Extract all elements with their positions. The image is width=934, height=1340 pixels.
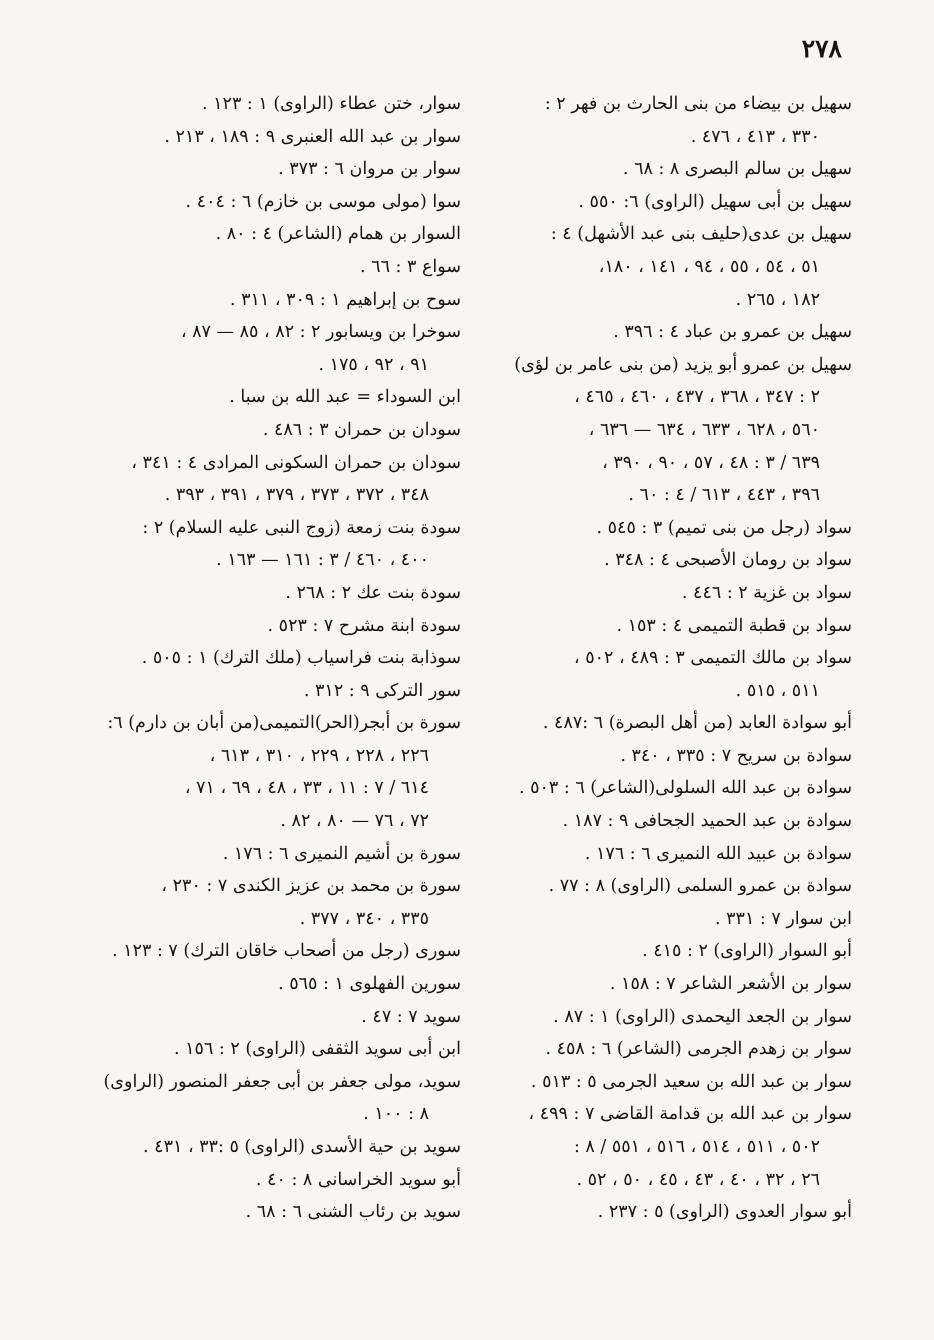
index-entry: ابن أبى سويد الثقفى (الراوى) ٢ : ١٥٦ . bbox=[173, 1039, 461, 1060]
index-entry-continuation: ٧٢ ، ٧٦ — ٨٠ ، ٨٢ . bbox=[280, 811, 429, 832]
index-entry-continuation: ٢٦ ، ٣٢ ، ٤٠ ، ٤٣ ، ٤٥ ، ٥٠ ، ٥٢ . bbox=[576, 1169, 820, 1190]
page-number: ٢٧٨ bbox=[801, 34, 842, 63]
index-entry: سوح بن إبراهيم ١ : ٣٠٩ ، ٣١١ . bbox=[229, 289, 461, 310]
index-entry: سوار، ختن عطاء (الراوى) ١ : ١٢٣ . bbox=[202, 94, 461, 114]
index-entry: سهيل بن عمرو بن عباد ٤ : ٣٩٦ . bbox=[613, 322, 852, 343]
index-entry-continuation: ٣٤٨ ، ٣٧٢ ، ٣٧٣ ، ٣٧٩ ، ٣٩١ ، ٣٩٣ . bbox=[164, 485, 429, 506]
index-entry: سواد بن مالك التميمى ٣ : ٤٨٩ ، ٥٠٢ ، bbox=[573, 648, 852, 669]
index-entry: سوار بن مروان ٦ : ٣٧٣ . bbox=[278, 159, 461, 180]
index-entry: سواد بن غزية ٢ : ٤٤٦ . bbox=[681, 582, 852, 603]
index-entry: سويد بن رئاب الشنى ٦ : ٦٨ . bbox=[245, 1202, 461, 1223]
index-entry-continuation: ٨ : ١٠٠ . bbox=[363, 1104, 429, 1125]
index-entry: سوادة بن عبد الله السلولى(الشاعر) ٦ : ٥٠٣ . bbox=[518, 778, 852, 799]
index-column-left bbox=[76, 88, 461, 1229]
index-entry-continuation: ٩١ ، ٩٢ ، ١٧٥ . bbox=[318, 354, 429, 375]
index-entry: سويد، مولى جعفر بن أبى جعفر المنصور (الراوى) bbox=[103, 1071, 461, 1092]
index-entry-continuation: ٥١ ، ٥٤ ، ٥٥ ، ٩٤ ، ١٤١ ، ١٨٠، bbox=[598, 256, 820, 277]
index-entry: سهيل بن عمرو أبو يزيد (من بنى عامر بن لؤى) bbox=[514, 354, 852, 375]
index-entry: سواد (رجل من بنى تميم) ٣ : ٥٤٥ . bbox=[596, 517, 852, 538]
index-entry-continuation: ٦١٤ / ٧ : ١١ ، ٣٣ ، ٤٨ ، ٦٩ ، ٧١ ، bbox=[184, 778, 429, 799]
index-entry: سوار بن زهدم الجرمى (الشاعر) ٦ : ٤٥٨ . bbox=[545, 1039, 852, 1060]
index-entry: سودة بنت عك ٢ : ٢٦٨ . bbox=[285, 582, 461, 603]
index-entry-continuation: ٤٠٠ ، ٤٦٠ / ٣ : ١٦١ — ١٦٣ . bbox=[216, 550, 429, 571]
index-entry: سواد بن رومان الأصبحى ٤ : ٣٤٨ . bbox=[604, 550, 852, 571]
index-entry: ابن السوداء = عبد الله بن سبا . bbox=[229, 387, 461, 408]
index-entry: سويد بن حية الأسدى (الراوى) ٥ :٣٣ ، ٤٣١ . bbox=[143, 1137, 461, 1157]
index-entry: سوادة بن سريح ٧ : ٣٣٥ ، ٣٤٠ . bbox=[620, 745, 852, 766]
index-entry: سورة بن أشيم النميرى ٦ : ١٧٦ . bbox=[222, 843, 461, 864]
index-entry-continuation: ١٨٢ ، ٢٦٥ . bbox=[735, 289, 820, 310]
index-entry: سهيل بن أبى سهيل (الراوى) ٦: ٥٥٠ . bbox=[578, 191, 852, 212]
index-entry: سوار بن عبد الله بن سعيد الجرمى ٥ : ٥١٣ . bbox=[530, 1071, 852, 1092]
index-entry: السوار بن همام (الشاعر) ٤ : ٨٠ . bbox=[215, 224, 461, 245]
index-entry: سودة ابنة مشرح ٧ : ٥٢٣ . bbox=[267, 615, 461, 636]
index-entry: سوا (مولى موسى بن خازم) ٦ : ٤٠٤ . bbox=[185, 191, 461, 212]
index-entry-continuation: ٥٠٢ ، ٥١١ ، ٥١٤ ، ٥١٦ ، ٥٥١ / ٨ : bbox=[573, 1137, 820, 1157]
index-entry: سوادة بن عبد الحميد الجحافى ٩ : ١٨٧ . bbox=[562, 811, 852, 832]
index-entry-continuation: ٥١١ ، ٥١٥ . bbox=[735, 680, 820, 701]
index-entry: سورة بن أبجر(الحر)التميمى(من أبان بن دارم) ٦: bbox=[107, 713, 461, 734]
index-entry: سويد ٧ : ٤٧ . bbox=[361, 1006, 461, 1027]
index-entry: سهيل بن سالم البصرى ٨ : ٦٨ . bbox=[622, 159, 852, 180]
index-entry: أبو سوادة العابد (من أهل البصرة) ٦ :٤٨٧ . bbox=[542, 713, 852, 734]
index-entry: سوار بن الأشعر الشاعر ٧ : ١٥٨ . bbox=[609, 974, 852, 995]
index-entry: سوار بن عبد الله بن قدامة القاضى ٧ : ٤٩٩ ، bbox=[528, 1104, 852, 1125]
index-entry-continuation: ٢٢٦ ، ٢٢٨ ، ٢٢٩ ، ٣١٠ ، ٦١٣ ، bbox=[209, 745, 429, 766]
index-entry: سواع ٣ : ٦٦ . bbox=[360, 256, 461, 277]
index-entry: سورين الفهلوى ١ : ٥٦٥ . bbox=[278, 974, 461, 995]
index-entry: أبو سويد الخراسانى ٨ : ٤٠ . bbox=[255, 1169, 461, 1190]
index-entry: أبو السوار (الراوى) ٢ : ٤١٥ . bbox=[642, 941, 852, 962]
index-entry-continuation: ٢ : ٣٤٧ ، ٣٦٨ ، ٤٣٧ ، ٤٦٠ ، ٤٦٥ ، bbox=[574, 387, 820, 408]
index-entry: سودة بنت زمعة (زوج النبى عليه السلام) ٢ : bbox=[142, 517, 461, 538]
index-column-right bbox=[467, 88, 852, 1229]
index-entry-continuation: ٣٣٥ ، ٣٤٠ ، ٣٧٧ . bbox=[299, 908, 429, 929]
index-entry-continuation: ٣٣٠ ، ٤١٣ ، ٤٧٦ . bbox=[690, 126, 820, 147]
index-entry: سهيل بن عدى(حليف بنى عبد الأشهل) ٤ : bbox=[550, 224, 852, 245]
index-entry: سوخرا بن ويسابور ٢ : ٨٢ ، ٨٥ — ٨٧ ، bbox=[180, 322, 461, 343]
index-entry-continuation: ٣٩٦ ، ٤٤٣ ، ٦١٣ / ٤ : ٦٠ . bbox=[628, 485, 820, 506]
index-entry: سورى (رجل من أصحاب خاقان الترك) ٧ : ١٢٣ . bbox=[112, 941, 461, 962]
index-entry: سوار بن عبد الله العنبرى ٩ : ١٨٩ ، ٢١٣ . bbox=[164, 126, 461, 147]
index-entry: سوار بن الجعد اليحمدى (الراوى) ١ : ٨٧ . bbox=[553, 1006, 852, 1027]
index-entry: سودان بن حمران السكونى المرادى ٤ : ٣٤١ ، bbox=[131, 452, 461, 473]
index-entry: سواد بن قطبة التميمى ٤ : ١٥٣ . bbox=[616, 615, 852, 636]
index-entry-continuation: ٦٣٩ / ٣ : ٤٨ ، ٥٧ ، ٩٠ ، ٣٩٠ ، bbox=[602, 452, 820, 473]
index-entry: ابن سوار ٧ : ٣٣١ . bbox=[715, 908, 852, 929]
index-entry: سهيل بن بيضاء من بنى الحارث بن فهر ٢ : bbox=[544, 94, 852, 114]
index-entry: سودان بن حمران ٣ : ٤٨٦ . bbox=[262, 419, 461, 440]
index-entry: سوادة بن عمرو السلمى (الراوى) ٨ : ٧٧ . bbox=[548, 876, 852, 897]
index-entry: سوادة بن عبيد الله النميرى ٦ : ١٧٦ . bbox=[584, 843, 852, 864]
index-entry: أبو سوار العدوى (الراوى) ٥ : ٢٣٧ . bbox=[597, 1202, 852, 1223]
index-entry: سورة بن محمد بن عزيز الكندى ٧ : ٢٣٠ ، bbox=[161, 876, 461, 897]
index-entry: سور التركى ٩ : ٣١٢ . bbox=[303, 680, 461, 701]
index-entry-continuation: ٥٦٠ ، ٦٢٨ ، ٦٣٣ ، ٦٣٤ — ٦٣٦ ، bbox=[588, 419, 820, 440]
index-entry: سوذابة بنت فراسياب (ملك الترك) ١ : ٥٠٥ . bbox=[141, 648, 461, 669]
